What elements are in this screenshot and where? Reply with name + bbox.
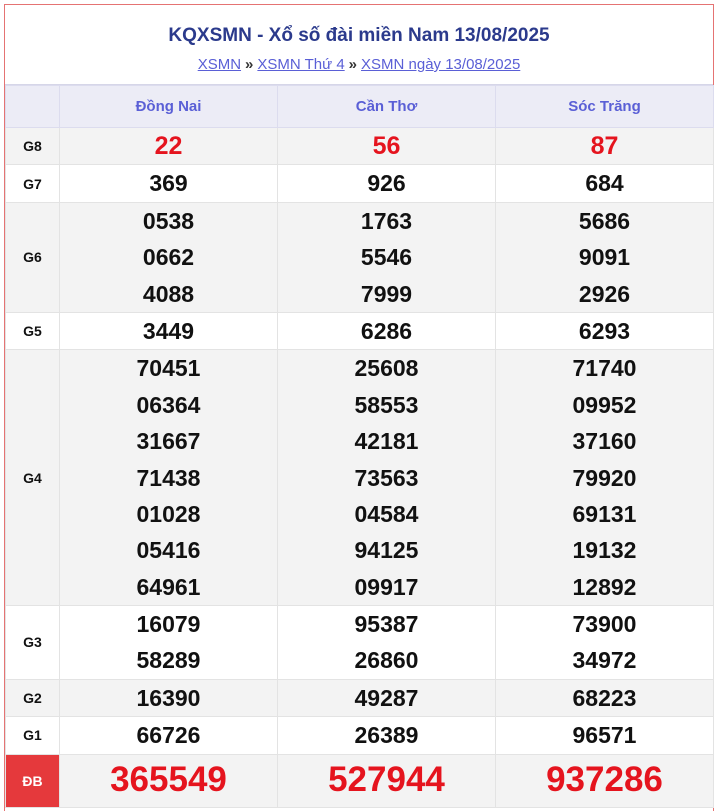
prize-row-g7	[6, 165, 714, 202]
result-number: 06364	[136, 391, 201, 418]
result-number: 5546	[360, 244, 413, 271]
result-number: 09917	[354, 573, 419, 600]
corner-cell	[6, 86, 60, 128]
result-number: 0538	[142, 207, 195, 234]
result-number: 71438	[136, 464, 201, 491]
result-cell	[278, 202, 496, 312]
result-cell	[278, 679, 496, 716]
result-number: 58553	[354, 391, 419, 418]
result-number: 66726	[136, 722, 201, 749]
province-header[interactable]: Đồng Nai	[60, 86, 278, 128]
result-number: 31667	[136, 428, 201, 455]
result-number: 937286	[546, 760, 663, 800]
prize-row-g3	[6, 606, 714, 680]
result-number: 527944	[328, 760, 445, 800]
prize-label: G6	[6, 202, 60, 312]
result-number: 95387	[354, 611, 419, 638]
result-number: 94125	[354, 537, 419, 564]
result-cell	[60, 202, 278, 312]
result-number: 79920	[572, 464, 637, 491]
result-number: 73563	[354, 464, 419, 491]
result-number: 369	[149, 170, 188, 197]
result-number: 87	[590, 132, 619, 160]
result-cell	[278, 312, 496, 349]
result-cell	[496, 202, 714, 312]
result-number: 71740	[572, 355, 637, 382]
results-header	[5, 5, 713, 85]
result-cell	[278, 606, 496, 680]
prize-label: G1	[6, 717, 60, 754]
result-number: 56	[372, 132, 401, 160]
result-number: 68223	[572, 684, 637, 711]
results-table	[5, 85, 714, 808]
result-number: 69131	[572, 500, 637, 527]
result-cell	[496, 350, 714, 606]
breadcrumb-link-weekday[interactable]: XSMN Thứ 4	[257, 56, 345, 73]
breadcrumb-link-date[interactable]: XSMN ngày 13/08/2025	[361, 56, 521, 73]
prize-label: G8	[6, 128, 60, 165]
result-number: 05416	[136, 537, 201, 564]
result-number: 22	[154, 132, 183, 160]
result-cell	[278, 165, 496, 202]
prize-label: G5	[6, 312, 60, 349]
province-header[interactable]: Sóc Trăng	[496, 86, 714, 128]
result-number: 25608	[354, 355, 419, 382]
result-number: 34972	[572, 647, 637, 674]
prize-row-g4	[6, 350, 714, 606]
result-cell	[278, 128, 496, 165]
result-number: 64961	[136, 573, 201, 600]
result-number: 26860	[354, 647, 419, 674]
result-number: 926	[367, 170, 406, 197]
result-cell	[496, 679, 714, 716]
province-header-row	[6, 86, 714, 128]
prize-label: G2	[6, 679, 60, 716]
prize-label: G4	[6, 350, 60, 606]
result-number: 365549	[110, 760, 227, 800]
result-cell	[496, 606, 714, 680]
prize-row-g2	[6, 679, 714, 716]
result-number: 70451	[136, 355, 201, 382]
province-header[interactable]: Cần Thơ	[278, 86, 496, 128]
prize-label: ĐB	[6, 754, 60, 807]
result-cell	[60, 717, 278, 754]
result-number: 42181	[354, 428, 419, 455]
result-number: 2926	[578, 280, 631, 307]
prize-row-db	[6, 754, 714, 807]
result-cell	[496, 312, 714, 349]
result-cell	[60, 165, 278, 202]
breadcrumb-separator: »	[348, 56, 358, 73]
prize-row-g5	[6, 312, 714, 349]
result-number: 09952	[572, 391, 637, 418]
page-title: KQXSMN - Xổ số đài miền Nam 13/08/2025	[168, 25, 550, 46]
result-number: 04584	[354, 500, 419, 527]
result-number: 7999	[360, 280, 413, 307]
result-number: 73900	[572, 611, 637, 638]
prize-label: G3	[6, 606, 60, 680]
breadcrumb-separator: »	[245, 56, 254, 73]
result-cell	[60, 312, 278, 349]
result-number: 6293	[578, 317, 631, 344]
result-number: 96571	[572, 722, 637, 749]
result-number: 19132	[572, 537, 637, 564]
prize-label: G7	[6, 165, 60, 202]
result-number: 49287	[354, 684, 419, 711]
result-cell	[496, 165, 714, 202]
result-number: 37160	[572, 428, 637, 455]
breadcrumb-link-xsmn[interactable]: XSMN	[197, 56, 242, 73]
result-cell	[278, 350, 496, 606]
prize-rows	[6, 128, 714, 808]
result-number: 26389	[354, 722, 419, 749]
result-number: 6286	[360, 317, 413, 344]
result-number: 58289	[136, 647, 201, 674]
result-number: 16390	[136, 684, 201, 711]
result-number: 3449	[142, 317, 195, 344]
prize-row-g6	[6, 202, 714, 312]
result-number: 16079	[136, 611, 201, 638]
result-number: 01028	[136, 500, 201, 527]
prize-row-g8	[6, 128, 714, 165]
result-number: 12892	[572, 573, 637, 600]
result-number: 5686	[578, 207, 631, 234]
result-cell	[60, 128, 278, 165]
result-number: 684	[585, 170, 624, 197]
prize-row-g1	[6, 717, 714, 754]
result-cell	[60, 606, 278, 680]
result-number: 0662	[142, 244, 195, 271]
result-cell	[496, 128, 714, 165]
result-number: 1763	[360, 207, 413, 234]
result-cell	[60, 350, 278, 606]
breadcrumb	[5, 56, 713, 74]
results-panel	[4, 4, 714, 811]
result-cell	[60, 754, 278, 807]
result-number: 9091	[578, 244, 631, 271]
result-cell	[278, 717, 496, 754]
result-cell	[278, 754, 496, 807]
result-cell	[496, 717, 714, 754]
result-number: 4088	[142, 280, 195, 307]
result-cell	[60, 679, 278, 716]
result-cell	[496, 754, 714, 807]
